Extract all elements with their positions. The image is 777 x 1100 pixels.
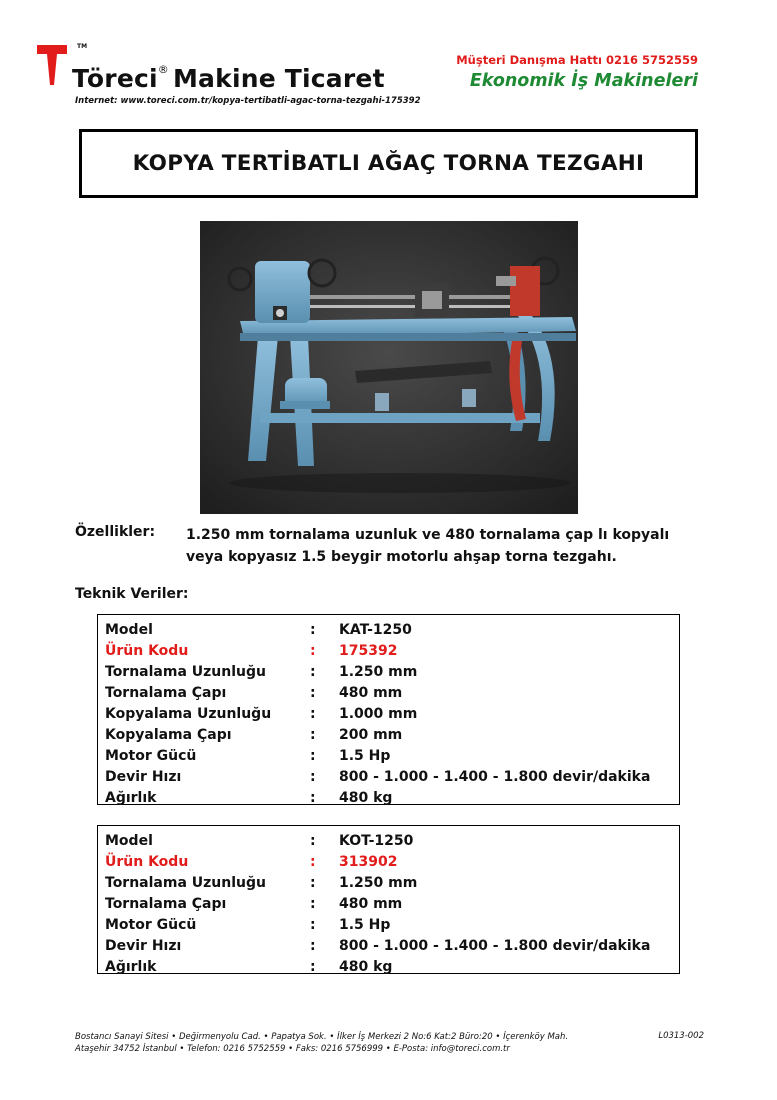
- spec-key: Model: [105, 832, 153, 849]
- spec-key: Ağırlık: [105, 789, 157, 806]
- spec-separator: :: [310, 621, 316, 638]
- spec-value: 1.5 Hp: [339, 747, 391, 764]
- document-code: L0313-002: [658, 1031, 704, 1041]
- spec-row-model: [98, 830, 679, 851]
- spec-value: 800 - 1.000 - 1.400 - 1.800 devir/dakika: [339, 937, 651, 954]
- spec-table-kat-1250: [97, 614, 680, 805]
- spec-value: 1.000 mm: [339, 705, 418, 722]
- spec-value: KAT-1250: [339, 621, 412, 638]
- features-label: Özellikler:: [75, 524, 156, 540]
- spec-separator: :: [310, 895, 316, 912]
- slogan: Ekonomik İş Makineleri: [469, 71, 698, 91]
- spec-row-turning-length: [98, 872, 679, 893]
- spec-separator: :: [310, 726, 316, 743]
- spec-separator: :: [310, 937, 316, 954]
- spec-value: KOT-1250: [339, 832, 414, 849]
- page-title: KOPYA TERTİBATLI AĞAÇ TORNA TEZGAHI: [132, 151, 645, 176]
- footer-line-2: Ataşehir 34752 İstanbul • Telefon: 0216 5752559 • Faks: 0216 5756999 • E-Posta: info@toreci.com.tr: [75, 1044, 510, 1054]
- spec-value: 200 mm: [339, 726, 403, 743]
- spec-row-speed: [98, 935, 679, 956]
- spec-key: Ürün Kodu: [105, 642, 189, 659]
- spec-separator: :: [310, 663, 316, 680]
- toreci-t-logo-icon: [37, 45, 67, 85]
- spec-key: Tornalama Uzunluğu: [105, 874, 266, 891]
- spec-separator: :: [310, 853, 316, 870]
- spec-row-copy-diameter: [98, 724, 679, 745]
- spec-key: Model: [105, 621, 153, 638]
- customer-hotline: Müşteri Danışma Hattı 0216 5752559: [456, 53, 698, 67]
- spec-key: Devir Hızı: [105, 937, 182, 954]
- spec-row-turning-length: [98, 661, 679, 682]
- spec-row-weight: [98, 787, 679, 808]
- spec-value: 480 kg: [339, 789, 393, 806]
- footer-line-1: Bostancı Sanayi Sitesi • Değirmenyolu Cad. • Papatya Sok. • İlker İş Merkezi 2 No:6 Kat:2 Büro:20 • İçerenköy Mah.: [75, 1032, 569, 1042]
- spec-value: 313902: [339, 853, 398, 870]
- brand-name: [72, 63, 385, 93]
- spec-separator: :: [310, 747, 316, 764]
- footer-address: [75, 1031, 568, 1055]
- spec-row-speed: [98, 766, 679, 787]
- spec-key: Motor Gücü: [105, 916, 197, 933]
- spec-key: Tornalama Çapı: [105, 895, 227, 912]
- brand-name-rest: Makine Ticaret: [172, 64, 385, 93]
- spec-separator: :: [310, 874, 316, 891]
- spec-key: Tornalama Çapı: [105, 684, 227, 701]
- spec-value: 175392: [339, 642, 398, 659]
- spec-value: 1.250 mm: [339, 874, 418, 891]
- product-photo: [200, 221, 578, 514]
- spec-separator: :: [310, 789, 316, 806]
- spec-row-model: [98, 619, 679, 640]
- spec-row-weight: [98, 956, 679, 977]
- spec-separator: :: [310, 705, 316, 722]
- spec-value: 800 - 1.000 - 1.400 - 1.800 devir/dakika: [339, 768, 651, 785]
- spec-value: 480 kg: [339, 958, 393, 975]
- spec-key: Motor Gücü: [105, 747, 197, 764]
- features-line-2: veya kopyasız 1.5 beygir motorlu ahşap torna tezgahı.: [186, 549, 617, 565]
- brand-name-main: Töreci: [72, 64, 158, 93]
- spec-key: Ürün Kodu: [105, 853, 189, 870]
- features-text: [186, 524, 696, 568]
- page-title-box: [79, 129, 698, 198]
- spec-table-kot-1250: [97, 825, 680, 974]
- spec-key: Ağırlık: [105, 958, 157, 975]
- spec-separator: :: [310, 832, 316, 849]
- spec-value: 1.5 Hp: [339, 916, 391, 933]
- spec-key: Devir Hızı: [105, 768, 182, 785]
- spec-row-motor-power: [98, 745, 679, 766]
- spec-key: Tornalama Uzunluğu: [105, 663, 266, 680]
- spec-row-product-code: [98, 851, 679, 872]
- spec-separator: :: [310, 768, 316, 785]
- trademark-mark: TM: [77, 43, 88, 50]
- technical-data-label: Teknik Veriler:: [75, 586, 189, 602]
- spec-value: 1.250 mm: [339, 663, 418, 680]
- internet-url: Internet: www.toreci.com.tr/kopya-tertibatli-agac-torna-tezgahi-175392: [75, 96, 421, 106]
- spec-row-turning-diameter: [98, 682, 679, 703]
- spec-separator: :: [310, 684, 316, 701]
- spec-row-product-code: [98, 640, 679, 661]
- registered-mark: ®: [157, 63, 169, 76]
- spec-key: Kopyalama Uzunluğu: [105, 705, 272, 722]
- spec-separator: :: [310, 642, 316, 659]
- spec-value: 480 mm: [339, 684, 403, 701]
- spec-row-turning-diameter: [98, 893, 679, 914]
- features-line-1: 1.250 mm tornalama uzunluk ve 480 tornalama çap lı kopyalı: [186, 527, 670, 543]
- spec-row-copy-length: [98, 703, 679, 724]
- spec-separator: :: [310, 958, 316, 975]
- spec-key: Kopyalama Çapı: [105, 726, 232, 743]
- spec-separator: :: [310, 916, 316, 933]
- spec-value: 480 mm: [339, 895, 403, 912]
- spec-row-motor-power: [98, 914, 679, 935]
